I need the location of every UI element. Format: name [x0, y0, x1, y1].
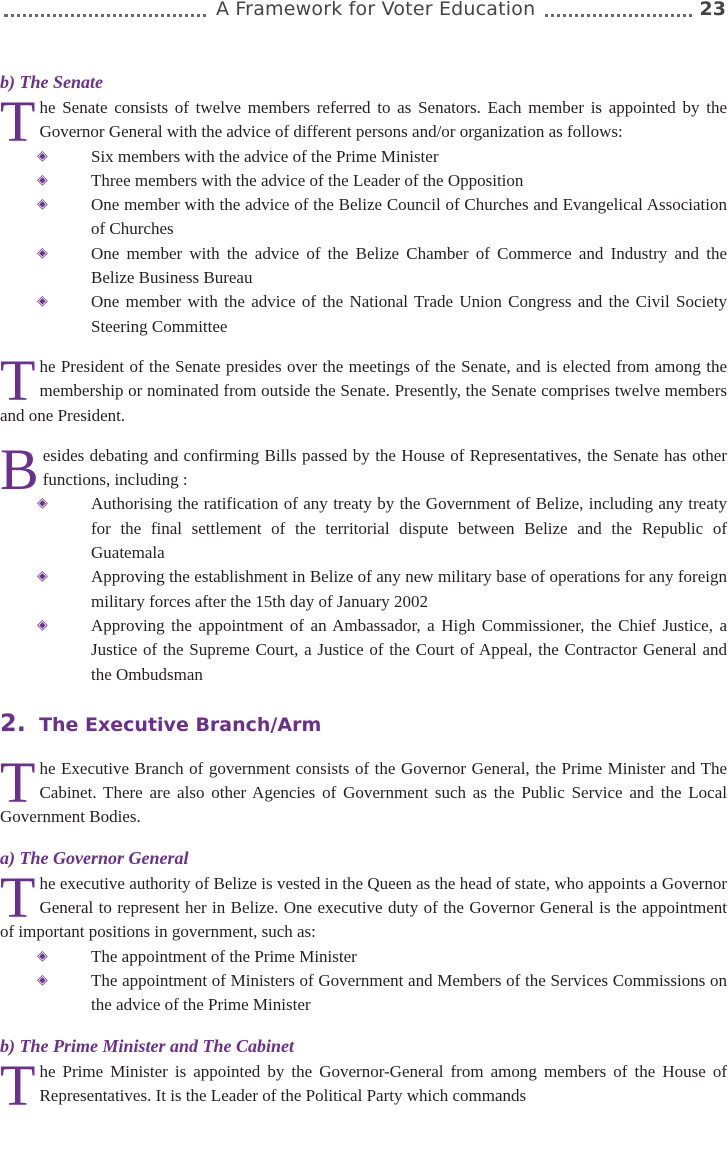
- paragraph-senate-intro: The Senate consists of twelve members referred to as Senators. Each member is appointed by the Governor General with the advice of different persons and/or organization as follows:: [0, 89, 727, 154]
- diamond-bullet-icon: ◈: [37, 617, 48, 633]
- diamond-bullet-icon: ◈: [37, 496, 48, 512]
- list-item: ◈ Approving the establishment in Belize of any new military base of operations for any foreign military forces after the 15th day of January 2002: [37, 567, 727, 611]
- diamond-bullet-icon: ◈: [37, 294, 48, 310]
- diamond-bullet-icon: ◈: [37, 148, 48, 164]
- drop-cap: T: [0, 864, 36, 930]
- diamond-bullet-icon: ◈: [37, 972, 48, 988]
- list-item: ◈ One member with the advice of the Belize Council of Churches and Evangelical Association of Churches: [37, 195, 727, 239]
- list-item: ◈ One member with the advice of the Belize Chamber of Commerce and Industry and the Belize Business Bureau: [37, 243, 727, 288]
- senate-functions-list: [0, 492, 727, 686]
- subheading-prime-minister: b) The Prime Minister and The Cabinet: [0, 1035, 295, 1056]
- page-number: 23: [694, 0, 726, 20]
- senate-members-list: [0, 145, 727, 339]
- paragraph-senate-functions: Besides debating and confirming Bills passed by the House of Representatives, the Senate has other functions, including :: [0, 436, 727, 502]
- subheading-senate: b) The Senate: [0, 72, 103, 92]
- governor-duties-list: [0, 945, 727, 1018]
- subheading-governor-general: a) The Governor General: [0, 847, 189, 868]
- drop-cap: T: [0, 347, 36, 413]
- list-item: ◈ Six members with the advice of the Prime Minister: [0, 145, 727, 169]
- page-body: [0, 70, 727, 1118]
- paragraph-executive-intro: The Executive Branch of government consists of the Governor General, the Prime Minister and The Cabinet. There are also other Agencies of Government such as the Public Service and the Local Government Bodies.: [0, 749, 727, 827]
- section-heading-executive: 2. The Executive Branch/Arm: [0, 708, 322, 737]
- list-item: ◈ The appointment of Ministers of Government and Members of the Services Commissions on the advice of the Prime Minister: [37, 970, 727, 1015]
- drop-cap: B: [0, 436, 39, 502]
- paragraph-governor-general: The executive authority of Belize is vested in the Queen as the head of state, who appoints a Governor General to represent her in Belize. One executive duty of the Governor General is the appointment of important positions in government, such as:: [0, 864, 727, 942]
- diamond-bullet-icon: ◈: [37, 197, 48, 213]
- drop-cap: T: [0, 1052, 36, 1118]
- drop-cap: T: [0, 89, 36, 154]
- page-header: [0, 0, 728, 22]
- diamond-bullet-icon: ◈: [37, 569, 48, 585]
- diamond-bullet-icon: ◈: [37, 948, 48, 964]
- paragraph-senate-president: The President of the Senate presides over the meetings of the Senate, and is elected from among the membership or nominated from outside the Senate. Presently, the Senate comprises twelve members and one President.: [0, 347, 727, 425]
- list-item: ◈ Authorising the ratification of any treaty by the Government of Belize, including any treaty for the final settlement of the territorial dispute between Belize and the Republic of Guatemala: [37, 494, 727, 563]
- diamond-bullet-icon: ◈: [37, 245, 48, 261]
- list-item: ◈ Approving the appointment of an Ambassador, a High Commissioner, the Chief Justice, a Justice of the Supreme Court, a Justice of the Court of Appeal, the Contractor General and the Ombudsman: [37, 615, 727, 684]
- running-title: A Framework for Voter Education: [208, 0, 543, 20]
- list-item: ◈ One member with the advice of the National Trade Union Congress and the Civil Society Steering Committee: [37, 292, 727, 336]
- drop-cap: T: [0, 749, 36, 815]
- diamond-bullet-icon: ◈: [37, 172, 48, 188]
- list-item: ◈ The appointment of the Prime Minister: [0, 945, 727, 969]
- paragraph-prime-minister: The Prime Minister is appointed by the Governor-General from among members of the House of Representatives. It is the Leader of the Political Party which commands: [0, 1052, 727, 1118]
- list-item: ◈ Three members with the advice of the Leader of the Opposition: [0, 169, 727, 193]
